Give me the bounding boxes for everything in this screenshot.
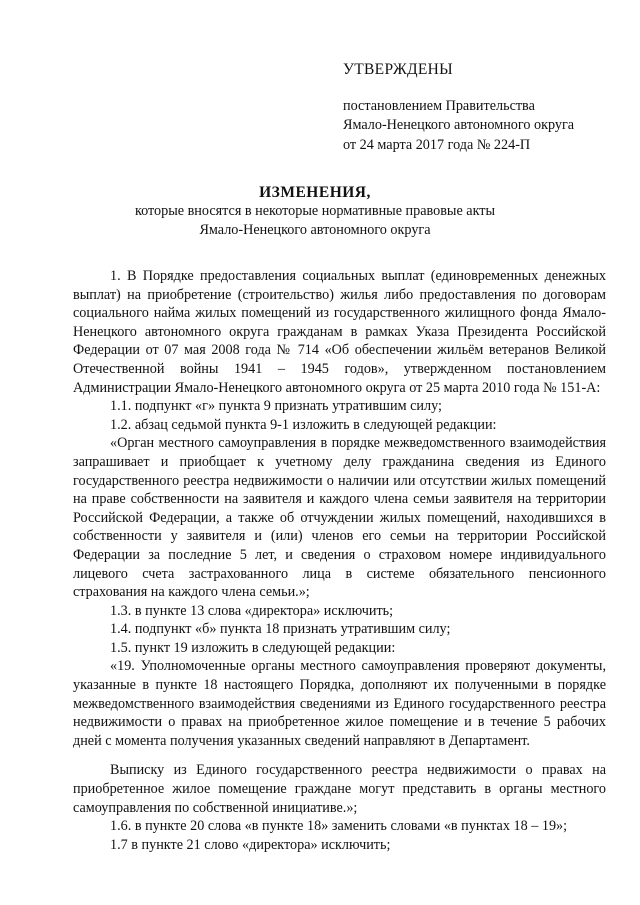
paragraph: «Орган местного самоуправления в порядке межведомственного взаимодействия запрашивает и приобщает к учетному делу гражданина сведения из Единого государственного реестра недвижимости о наличии или отсутствии жилых помещений на праве собственности на заявителя и каждого члена семьи заявителя на территории Российской Федерации, а также об отчуждении жилых помещений, находившихся в собственности у заявителя и (или) членов его семьи на территории Российской Федерации за последние 5 лет, и сведения о страховом номере индивидуального лицевого счета застрахованного лица в системе обязательного пенсионного страхования на каждого члена семьи.»; (73, 435, 606, 601)
paragraph: 1.3. в пункте 13 слова «директора» исключить; (110, 602, 394, 619)
paragraph: 1.6. в пункте 20 слова «в пункте 18» заменить словами «в пунктах 18 – 19»; (110, 818, 568, 835)
approval-line: Ямало-Ненецкого автономного округа (343, 117, 575, 133)
paragraph: 1.5. пункт 19 изложить в следующей редакции: (110, 639, 396, 656)
paragraph: 1. В Порядке предоставления социальных выплат (единовременных денежных выплат) на приобретение (строительство) жилья либо предоставления по договорам социального найма жилых помещений из государственного жилищного фонда Ямало-Ненецкого автономного округа гражданам в рамках Указа Президента Российской Федерации от 07 мая 2008 года № 714 «Об обеспечении жильём ветеранов Великой Отечественной войны 1941 – 1945 годов», утвержденном постановлением Администрации Ямало-Ненецкого автономного округа от 25 марта 2010 года № 151-А: (73, 268, 606, 396)
approval-stamp (343, 60, 613, 155)
approval-line: от 24 марта 2017 года № 224-П (343, 136, 531, 153)
paragraph: 1.1. подпункт «г» пункта 9 признать утратившим силу; (110, 398, 442, 415)
document-title: ИЗМЕНЕНИЯ, (259, 184, 371, 201)
document-subtitle: Ямало-Ненецкого автономного округа (199, 222, 431, 238)
document-subtitle: которые вносятся в некоторые нормативные правовые акты (134, 203, 496, 219)
document-title-block (80, 183, 550, 240)
paragraph: 1.4. подпункт «б» пункта 18 признать утратившим силу; (110, 621, 451, 638)
approval-heading: УТВЕРЖДЕНЫ (343, 61, 453, 78)
paragraph: «19. Уполномоченные органы местного самоуправления проверяют документы, указанные в пункте 18 настоящего Порядка, дополняют их полученными в порядке межведомственного взаимодействия сведениями из Единого государственного реестра недвижимости о правах на приобретенное жилое помещение и в течение 5 рабочих дней с момента получения указанных сведений направляют в Департамент. (73, 658, 606, 749)
document-body (73, 267, 606, 854)
approval-line: постановлением Правительства (343, 97, 535, 114)
paragraph: 1.2. абзац седьмой пункта 9-1 изложить в следующей редакции: (110, 416, 497, 433)
paragraph: Выписку из Единого государственного реестра недвижимости о правах на приобретенное жилое помещение граждане могут представить в органы местного самоуправления по собственной инициативе.»; (73, 762, 606, 816)
paragraph: 1.7 в пункте 21 слово «директора» исключить; (110, 836, 391, 853)
